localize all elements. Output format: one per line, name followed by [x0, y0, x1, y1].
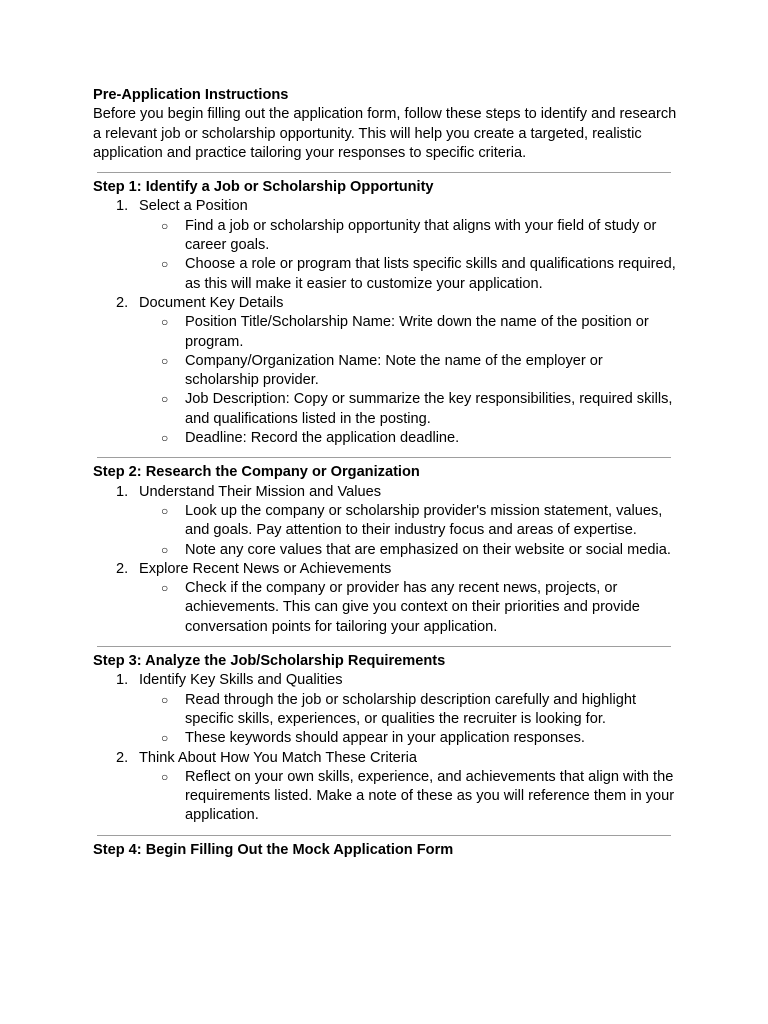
bullet-list	[139, 579, 683, 637]
intro-paragraph: Before you begin filling out the application form, follow these steps to identify and research a relevant job or scholarship opportunity. This will help you create a targeted, realistic application and practice tailoring your responses to specific criteria.	[93, 106, 677, 161]
bullet-text: Job Description: Copy or summarize the key responsibilities, required skills, and qualifications listed in the posting.	[185, 391, 673, 427]
bullet-item	[139, 313, 683, 352]
step-title: Step 3: Analyze the Job/Scholarship Requirements	[93, 653, 446, 670]
circle-bullet-icon: ○	[161, 218, 169, 233]
section-divider	[97, 646, 671, 647]
bullet-text: Check if the company or provider has any recent news, projects, or achievements. This can give you context on their priorities and provide conversation points for tailoring your application.	[185, 580, 640, 635]
bullet-item	[139, 729, 683, 748]
bullet-text: Read through the job or scholarship description carefully and highlight specific skills, experiences, or qualities the recruiter is looking for.	[185, 691, 637, 727]
circle-bullet-icon: ○	[161, 392, 169, 407]
step-title: Step 2: Research the Company or Organization	[93, 464, 420, 481]
bullet-item	[139, 390, 683, 429]
list-number: 2.	[116, 749, 129, 766]
bullet-list	[139, 691, 683, 749]
circle-bullet-icon: ○	[161, 581, 169, 596]
document-page	[93, 86, 683, 860]
bullet-item	[139, 255, 683, 294]
bullet-list	[139, 217, 683, 294]
bullet-list	[139, 768, 683, 826]
bullet-item	[139, 691, 683, 730]
list-item-label: Understand Their Mission and Values	[139, 483, 382, 500]
bullet-list	[139, 313, 683, 448]
list-item-label: Select a Position	[139, 198, 248, 215]
bullet-text: Reflect on your own skills, experience, and achievements that align with the requirements listed. Make a note of these as you will reference them in your application.	[185, 768, 675, 824]
list-item	[93, 560, 683, 637]
document-title: Pre-Application Instructions	[93, 87, 289, 103]
bullet-text: Find a job or scholarship opportunity that aligns with your field of study or career goals.	[185, 217, 657, 254]
steps-container	[93, 172, 683, 860]
list-item	[93, 749, 683, 826]
circle-bullet-icon: ○	[161, 353, 169, 368]
list-item-label: Think About How You Match These Criteria	[139, 749, 417, 766]
section-divider	[97, 457, 671, 458]
list-item	[93, 294, 683, 448]
circle-bullet-icon: ○	[161, 257, 169, 272]
bullet-item	[139, 579, 683, 637]
circle-bullet-icon: ○	[161, 769, 169, 784]
circle-bullet-icon: ○	[161, 315, 169, 330]
numbered-list	[93, 483, 683, 637]
bullet-item	[139, 352, 683, 391]
step-title: Step 1: Identify a Job or Scholarship Opportunity	[93, 179, 434, 196]
list-number: 1.	[116, 198, 129, 215]
section-divider	[97, 172, 671, 173]
step-section	[93, 463, 683, 637]
list-item	[93, 483, 683, 560]
list-number: 1.	[116, 483, 129, 500]
list-item	[93, 197, 683, 293]
bullet-item	[139, 217, 683, 256]
bullet-item	[139, 429, 683, 448]
bullet-text: Note any core values that are emphasized on their website or social media.	[185, 541, 671, 558]
bullet-item	[139, 541, 683, 560]
list-item	[93, 671, 683, 748]
circle-bullet-icon: ○	[161, 731, 169, 746]
circle-bullet-icon: ○	[161, 503, 169, 518]
bullet-text: Company/Organization Name: Note the name of the employer or scholarship provider.	[185, 352, 603, 389]
list-number: 1.	[116, 672, 129, 689]
bullet-list	[139, 502, 683, 560]
list-item-label: Explore Recent News or Achievements	[139, 560, 392, 577]
circle-bullet-icon: ○	[161, 542, 169, 557]
circle-bullet-icon: ○	[161, 692, 169, 707]
bullet-text: Position Title/Scholarship Name: Write down the name of the position or program.	[185, 314, 649, 350]
step-section	[93, 841, 683, 860]
list-item-label: Document Key Details	[139, 294, 284, 311]
bullet-text: These keywords should appear in your application responses.	[185, 730, 585, 747]
bullet-item	[139, 502, 683, 541]
list-number: 2.	[116, 560, 129, 577]
numbered-list	[93, 671, 683, 825]
circle-bullet-icon: ○	[161, 431, 169, 446]
step-title: Step 4: Begin Filling Out the Mock Application Form	[93, 841, 454, 858]
bullet-text: Choose a role or program that lists specific skills and qualifications required, as this will make it easier to customize your application.	[185, 256, 676, 292]
bullet-text: Deadline: Record the application deadline.	[185, 430, 460, 447]
bullet-text: Look up the company or scholarship provider's mission statement, values, and goals. Pay attention to their industry focus and areas of expertise.	[185, 502, 663, 539]
bullet-item	[139, 768, 683, 826]
list-item-label: Identify Key Skills and Qualities	[139, 672, 343, 689]
step-section	[93, 178, 683, 448]
numbered-list	[93, 197, 683, 448]
section-divider	[97, 835, 671, 836]
step-section	[93, 652, 683, 826]
list-number: 2.	[116, 294, 129, 311]
